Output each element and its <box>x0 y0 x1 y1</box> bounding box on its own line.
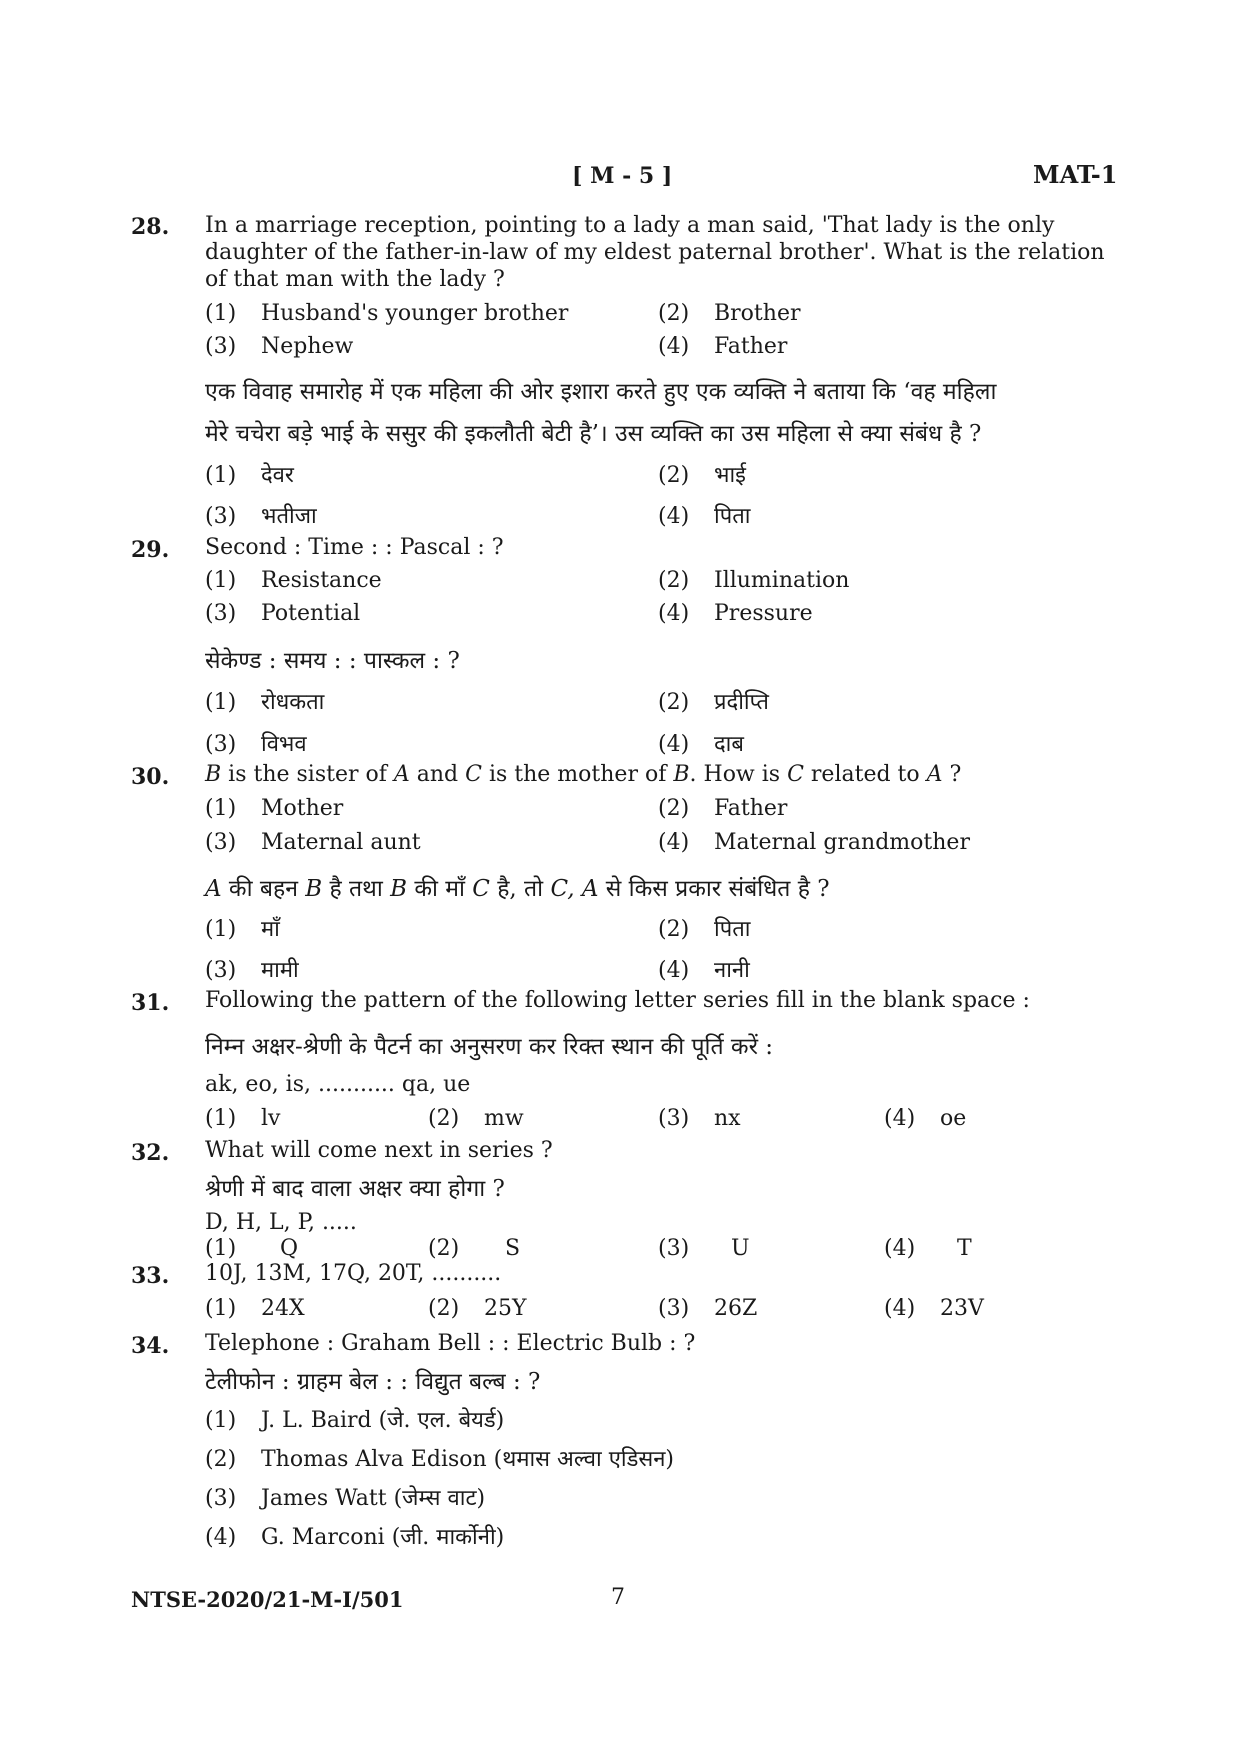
option-2-hindi: (2) पिता <box>658 917 751 942</box>
question-text-hindi: निम्न अक्षर-श्रेणी के पैटर्न का अनुसरण कर रिक्त स्थान की पूर्ति करें : <box>205 1034 774 1060</box>
option-4: (4) T <box>884 1236 972 1261</box>
question-text-hindi: टेलीफोन : ग्राहम बेल : : विद्युत बल्ब : ? <box>205 1369 541 1395</box>
option-1: (1) Resistance <box>205 568 382 593</box>
option-2-hindi: (2) भाई <box>658 463 746 488</box>
option-1: (1) Mother <box>205 796 344 821</box>
option-1: (1) Q <box>205 1236 299 1261</box>
question-text-hindi: एक विवाह समारोह में एक महिला की ओर इशारा करते हुए एक व्यक्ति ने बताया कि ‘वह महिला <box>205 379 997 405</box>
question-number: 32. <box>131 1140 170 1166</box>
option-3: (3) Nephew <box>205 334 354 359</box>
question-number: 29. <box>131 537 170 563</box>
question-number: 34. <box>131 1333 170 1359</box>
page-number: 7 <box>611 1585 625 1610</box>
option-1: (1) lv <box>205 1106 281 1131</box>
option-4-hindi: (4) पिता <box>658 504 751 529</box>
question-text-hindi: मेरे चचेरा बड़े भाई के ससुर की इकलौती बेटी है’। उस व्यक्ति का उस महिला से क्या संबंध है ? <box>205 421 982 447</box>
option-3: (3) 26Z <box>658 1296 758 1321</box>
option-3-hindi: (3) भतीजा <box>205 504 317 529</box>
option-1: (1) Husband's younger brother <box>205 301 569 326</box>
question-text-hindi: सेकेण्ड : समय : : पास्कल : ? <box>205 648 460 674</box>
question-text-english: Following the pattern of the following letter series fill in the blank space : <box>205 988 1030 1013</box>
option-2: (2) 25Y <box>428 1296 527 1321</box>
option-3: (3) Maternal aunt <box>205 830 421 855</box>
option-4-hindi: (4) दाब <box>658 732 744 757</box>
question-text-hindi: A की बहन B है तथा B की माँ C है, तो C, A से किस प्रकार संबंधित है ? <box>205 876 830 902</box>
question-number: 28. <box>131 214 170 240</box>
question-number: 31. <box>131 990 170 1016</box>
option-1: (1) 24X <box>205 1296 305 1321</box>
option-1: (1) J. L. Baird (जे. एल. बेयर्ड) <box>205 1408 505 1433</box>
option-4: (4) 23V <box>884 1296 984 1321</box>
option-1-hindi: (1) देवर <box>205 463 294 488</box>
option-4: (4) Pressure <box>658 601 813 626</box>
option-3: (3) U <box>658 1236 750 1261</box>
letter-series: ak, eo, is, ........... qa, ue <box>205 1072 471 1097</box>
option-1-hindi: (1) माँ <box>205 917 280 942</box>
option-4: (4) G. Marconi (जी. मार्कोनी) <box>205 1525 505 1550</box>
footer-paper-code: NTSE-2020/21-M-I/501 <box>131 1587 404 1612</box>
question-number: 33. <box>131 1263 170 1289</box>
option-2: (2) Thomas Alva Edison (थमास अल्वा एडिसन) <box>205 1447 674 1472</box>
question-text-english: B is the sister of A and C is the mother of B. How is C related to A ? <box>205 762 962 787</box>
option-4: (4) oe <box>884 1106 967 1131</box>
option-2: (2) Illumination <box>658 568 850 593</box>
number-letter-series: 10J, 13M, 17Q, 20T, .......... <box>205 1261 502 1286</box>
question-text-english: What will come next in series ? <box>205 1138 553 1163</box>
letter-series: D, H, L, P, ..... <box>205 1210 357 1235</box>
option-3: (3) James Watt (जेम्स वाट) <box>205 1486 486 1511</box>
question-number: 30. <box>131 764 170 790</box>
question-text-english: Telephone : Graham Bell : : Electric Bulb : ? <box>205 1331 696 1356</box>
question-text-english: In a marriage reception, pointing to a lady a man said, 'That lady is the only daughter of the father-in-law of my eldest paternal brother'. What is the relation of that man with the lady ? <box>205 213 1105 292</box>
option-1-hindi: (1) रोधकता <box>205 690 325 715</box>
question-text-hindi: श्रेणी में बाद वाला अक्षर क्या होगा ? <box>205 1176 505 1202</box>
option-3: (3) nx <box>658 1106 741 1131</box>
page-code-header: [ M - 5 ] <box>572 163 673 189</box>
question-text-english: Second : Time : : Pascal : ? <box>205 535 504 560</box>
option-3-hindi: (3) मामी <box>205 958 299 983</box>
option-4: (4) Maternal grandmother <box>658 830 970 855</box>
option-3-hindi: (3) विभव <box>205 732 307 757</box>
option-2: (2) mw <box>428 1106 524 1131</box>
option-4: (4) Father <box>658 334 788 359</box>
option-2: (2) Father <box>658 796 788 821</box>
option-2-hindi: (2) प्रदीप्ति <box>658 690 769 715</box>
option-2: (2) Brother <box>658 301 801 326</box>
option-3: (3) Potential <box>205 601 361 626</box>
option-2: (2) S <box>428 1236 521 1261</box>
option-4-hindi: (4) नानी <box>658 958 750 983</box>
paper-code-header: MAT-1 <box>1033 160 1118 189</box>
